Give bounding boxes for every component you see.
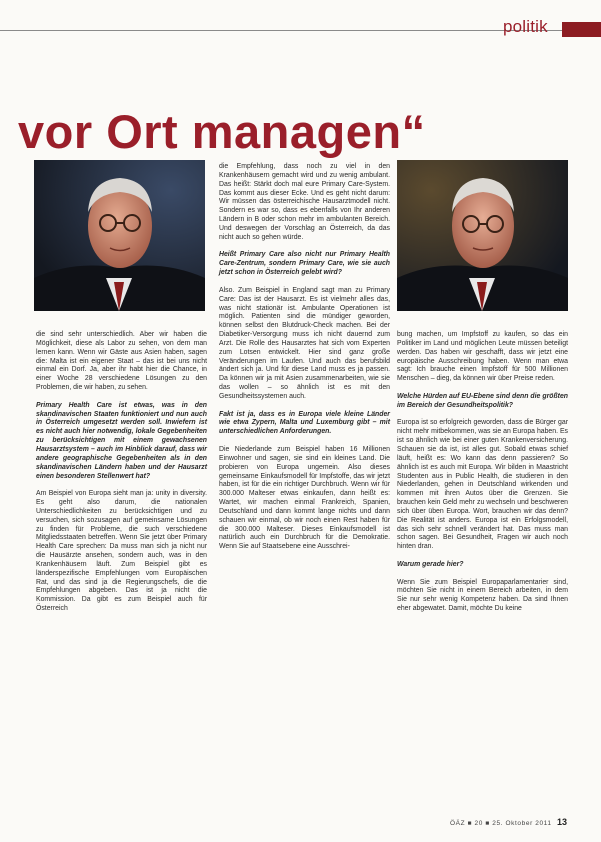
interview-question: Primary Health Care ist etwas, was in den skandinavischen Staaten funktioniert und nun auch in Österreich umgesetzt werden soll. Inwiefern ist es nicht auch hier notwendig, lokale Gegebenheiten zu berücksichtigen mit einem gewachsenen Hausarztsystem – auch im Hinblick darauf, dass wir andere geographische Gegebenheiten als in den skandinavischen Ländern haben und der Hausarzt einen besonderen Stellenwert hat? — [36, 401, 207, 480]
body-paragraph: Die Niederlande zum Beispiel haben 16 Millionen Einwohner und sagen, sie sind ein kleines Land. Die probieren von Europa ungemein. Also dieses gemeinsame Einkaufsmodell für Impfstoffe, das wir jetzt haben, ist für die ein richtiger Durchbruch. Wenn wir für 300.000 Malteser etwas einkaufen, dann heißt es: Wartet, wir machen einmal Frankreich, Spanien, Deutschland und dann kommt lange nichts und dann schauen wir einmal, ob wir noch einen Rest haben für die 300.000 Malteser. Dieses Einkaufsmodell ist natürlich auch ein Durchbruch für die Demokratie. Wenn Sie auf Staatsebene eine Ausschrei- — [219, 446, 390, 551]
article-column-2 — [219, 163, 390, 552]
portrait-photo-right — [397, 160, 568, 311]
interview-question: Heißt Primary Care also nicht nur Primary Health Care-Zentrum, sondern Primary Care, wie sie auch jetzt schon in Österreich gelebt wird? — [219, 251, 390, 277]
body-paragraph: die sind sehr unterschiedlich. Aber wir haben die Möglichkeit, diese als Labor zu sehen, von dem man lernen kann. Wenn wir Gäste aus Asien haben, sagen die: Malta ist ein eigener Staat – das ist bei uns nicht einmal ein Dorf. Ja, aber ihr habt hier die Chance, in einer Woche 28 verschiedene Lösungen zu den Problemen, die wir haben, zu sehen. — [36, 331, 207, 392]
body-paragraph: die Empfehlung, dass noch zu viel in den Krankenhäusern gemacht wird und zu wenig ambulant. Das heißt: Stärkt doch mal eure Primary Care-System. Das kommt aus dieser Ecke. Und es geht nicht darum: Wir müssen das österreichische Hausarztmodell nicht. Sondern es war so, dass es ebenfalls von Ihr anderen Ländern in B oder schon mehr im ambulanten Bereich. Und deswegen der Vorschlag an Österreich, da das nicht auch so gehen würde. — [219, 163, 390, 241]
body-paragraph: Also. Zum Beispiel in England sagt man zu Primary Care: Das ist der Hausarzt. Es ist vielmehr alles das, was nicht stationär ist. Ambulante Operationen ist möglich. Patienten sind die mündiger geworden, können selbst den Blutdruck-Check machen. Bei der Diabetiker-Versorgung muss ich nicht dauernd zum Arzt. Die Rolle des Hausarztes hat sich vom Experten zum Lotsen entwickelt. Hier sind ganz große Veränderungen im Laufen. Und auch das berufsbild ändert sich ja. Und für diese Land muss es ja passen. Da können wir ja mit Asien zusammenarbeiten, wie sie das wollen – so ähnlich ist es mit den Gesundheitssystemen auch. — [219, 286, 390, 400]
issue-info: ÖÄZ ■ 20 ■ 25. Oktober 2011 — [450, 820, 552, 827]
body-paragraph: Am Beispiel von Europa sieht man ja: unity in diversity. Es geht also darum, die nationalen Unterschiedlichkeiten zu berücksichtigen und zu versuchen, sich sozusagen auf gemeinsame Lösungen zu finden für Probleme, die such verschiedene Mitgliedsstaaten betreffen. Wenn Sie jetzt über Primary Health Care sprechen: Da muss man sich ja nicht nur die Hausärzte ansehen, sondern auch, was in den Krankenhäusern läuft. Zum Beispiel gibt es länderspezifische Empfehlungen vom Europäischen Rat, und das sind ja die Regierungschefs, die die Empfehlungen abgeben. Das ist ja nicht die Kommission. Da gibt es zum Beispiel auch für Österreich — [36, 490, 207, 613]
page-number: 13 — [557, 817, 568, 827]
interview-question: Warum gerade hier? — [397, 560, 464, 568]
body-paragraph: bung machen, um Impfstoff zu kaufen, so das ein Politiker im Land und möglichen Leute müssen beteiligt werden. Das haben wir geschafft, dass wir jetzt eine europäische Ausschreibung haben. Wenn man etwa sagt: Ich brauche einen Impfstoff für 500 Millionen Menschen – dieg, da können wir über Preise reden. — [397, 331, 568, 383]
article-column-1 — [36, 331, 207, 614]
article-headline: vor Ort managen“ — [18, 105, 426, 158]
portrait-photo-left — [34, 160, 205, 311]
header-rule — [0, 30, 565, 31]
body-paragraph: Wenn Sie zum Beispiel Europaparlamentarier sind, möchten Sie nicht in einem Bereich arbeiten, in dem Sie nur sehr wenig Kompetenz haben. Da sind Ihnen eher abgewatet. Damit, möchte Du keine — [397, 578, 568, 613]
interview-question: Fakt ist ja, dass es in Europa viele kleine Länder wie etwa Zypern, Malta und Luxemburg gibt – mit unterschiedlichen Anforderungen. — [219, 410, 390, 436]
interview-question: Welche Hürden auf EU-Ebene sind denn die größten im Bereich der Gesundheitspolitik? — [397, 392, 568, 409]
section-color-block — [562, 22, 601, 37]
body-paragraph: Europa ist so erfolgreich geworden, dass die Bürger gar nicht mehr mitbekommen, was sie an Europa haben. Es ist so ähnlich wie bei einer guten Krankenversicherung. Schauen sie da ist, ist alles gut. Sobald etwas schief läuft, heißt es: Wo kann das denn passieren? So ähnlich ist es auch mit Europa. Wir bilden in Maastricht Studenten aus in Public Health, die studieren in den Niederlanden, gehen in Deutschland wirkenden und kommen mit ihren Autos über die Grenzen. Sie brauchen kein Geld mehr zu wechseln und beschweren sich über üben Europa. Wort, brauchen wir das denn? Die Realität ist anders. Europa ist ein Erfolgsmodell, das sich sehr schnell verändert hat. Das muss man schon sagen. Bei Gesundheit, Fragen wir auch noch hinten dran. — [397, 419, 568, 551]
section-label: politik — [503, 17, 548, 36]
article-column-3 — [397, 331, 568, 614]
